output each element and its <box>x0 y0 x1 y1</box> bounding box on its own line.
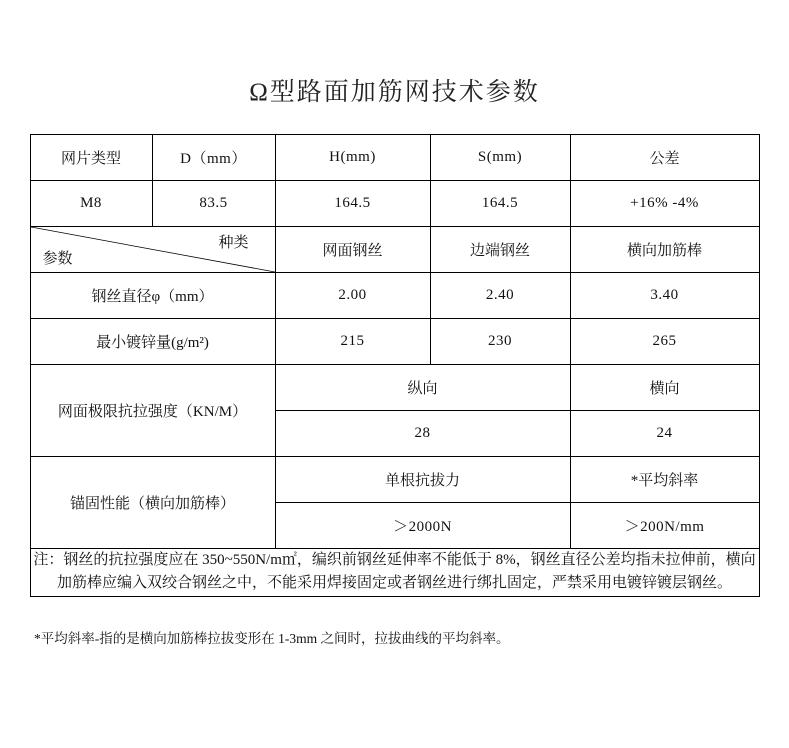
cell-zinc-edge: 230 <box>430 319 570 365</box>
cell-mesh-type-header: 网片类型 <box>30 135 152 181</box>
cell-diagonal-header <box>30 227 275 273</box>
table-row <box>30 365 759 411</box>
cell-avg-slope-value: ＞200N/mm <box>570 503 759 549</box>
table-row <box>30 549 759 597</box>
table-row <box>30 227 759 273</box>
table-row <box>30 457 759 503</box>
diagonal-kind-label: 种类 <box>218 235 249 251</box>
cell-transverse-bar-header: 横向加筋棒 <box>570 227 759 273</box>
cell-d-header: D（mm） <box>152 135 275 181</box>
footnote: *平均斜率-指的是横向加筋棒拉拔变形在 1-3mm 之间时，拉拔曲线的平均斜率。 <box>34 630 510 646</box>
cell-anchor-label: 锚固性能（横向加筋棒） <box>30 457 275 549</box>
cell-d-value: 83.5 <box>152 181 275 227</box>
cell-pullout-header: 单根抗拔力 <box>275 457 570 503</box>
cell-tensile-longitudinal-value: 28 <box>275 411 570 457</box>
cell-tensile-longitudinal-header: 纵向 <box>275 365 570 411</box>
table-row <box>30 135 759 181</box>
cell-tensile-strength-label: 网面极限抗拉强度（KN/M） <box>30 365 275 457</box>
table-note <box>30 549 759 597</box>
table-note-text: 注：钢丝的抗拉强度应在 350~550N/m㎡，编织前钢丝延伸率不能低于 8%，钢丝直径公差均指未拉伸前，横向加筋棒应编入双绞合钢丝之中，不能采用焊接固定或者钢丝进行绑扎固定，严禁采用电镀锌镀层钢丝。 <box>33 552 756 592</box>
cell-tensile-transverse-value: 24 <box>570 411 759 457</box>
table-row <box>30 273 759 319</box>
cell-tolerance-header: 公差 <box>570 135 759 181</box>
cell-edge-wire-header: 边端钢丝 <box>430 227 570 273</box>
cell-s-header: S(mm) <box>430 135 570 181</box>
spec-table <box>30 134 760 597</box>
table-row <box>30 181 759 227</box>
cell-h-header: H(mm) <box>275 135 430 181</box>
cell-s-value: 164.5 <box>430 181 570 227</box>
cell-zinc-bar: 265 <box>570 319 759 365</box>
cell-pullout-value: ＞2000N <box>275 503 570 549</box>
cell-zinc-mesh: 215 <box>275 319 430 365</box>
diagonal-param-label: 参数 <box>42 251 73 267</box>
cell-avg-slope-header: *平均斜率 <box>570 457 759 503</box>
cell-wire-diameter-bar: 3.40 <box>570 273 759 319</box>
cell-h-value: 164.5 <box>275 181 430 227</box>
cell-mesh-wire-header: 网面钢丝 <box>275 227 430 273</box>
cell-wire-diameter-label: 钢丝直径φ（mm） <box>30 273 275 319</box>
cell-zinc-label: 最小镀锌量(g/m²) <box>30 319 275 365</box>
cell-wire-diameter-edge: 2.40 <box>430 273 570 319</box>
cell-tolerance-value: +16% -4% <box>570 181 759 227</box>
table-row <box>30 319 759 365</box>
cell-mesh-type-value: M8 <box>30 181 152 227</box>
cell-wire-diameter-mesh: 2.00 <box>275 273 430 319</box>
page-title: Ω型路面加筋网技术参数 <box>249 79 540 106</box>
cell-tensile-transverse-header: 横向 <box>570 365 759 411</box>
